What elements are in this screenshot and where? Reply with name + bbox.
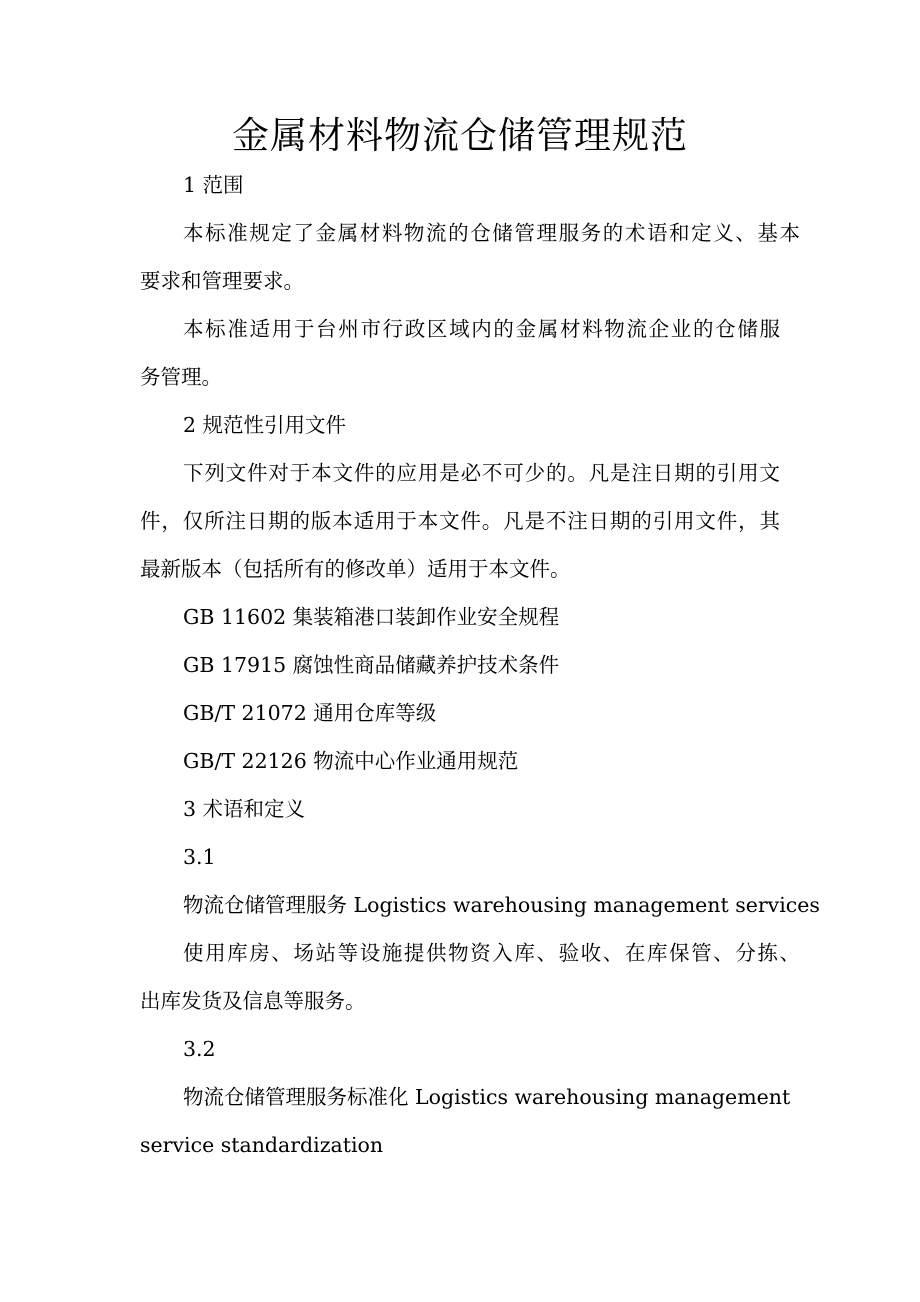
- paragraph-line: 最新版本（包括所有的修改单）适用于本文件。: [140, 557, 571, 581]
- paragraph-line: 本标准规定了金属材料物流的仓储管理服务的术语和定义、基本: [183, 221, 800, 245]
- term-number: 3.2: [183, 1037, 216, 1061]
- term-title: 物流仓储管理服务标准化 Logistics warehousing management: [183, 1085, 791, 1109]
- paragraph-line: 务管理。: [140, 365, 222, 389]
- term-number: 3.1: [183, 845, 216, 869]
- term-title-continuation: service standardization: [140, 1133, 384, 1157]
- paragraph-line: 下列文件对于本文件的应用是必不可少的。凡是注日期的引用文: [183, 461, 780, 485]
- reference-item: GB/T 21072 通用仓库等级: [183, 701, 437, 725]
- section-heading-references: 2 规范性引用文件: [183, 413, 347, 437]
- paragraph-line: 要求和管理要求。: [140, 269, 304, 293]
- paragraph-line: 使用库房、场站等设施提供物资入库、验收、在库保管、分拣、: [183, 941, 800, 965]
- section-heading-terms: 3 术语和定义: [183, 797, 306, 821]
- term-title: 物流仓储管理服务 Logistics warehousing management services: [183, 893, 820, 917]
- document-title: 金属材料物流仓储管理规范: [232, 114, 688, 157]
- reference-item: GB 17915 腐蚀性商品储藏养护技术条件: [183, 653, 560, 677]
- reference-item: GB/T 22126 物流中心作业通用规范: [183, 749, 519, 773]
- paragraph-line: 件，仅所注日期的版本适用于本文件。凡是不注日期的引用文件，其: [140, 509, 780, 533]
- reference-item: GB 11602 集装箱港口装卸作业安全规程: [183, 605, 560, 629]
- section-heading-scope: 1 范围: [183, 173, 244, 197]
- paragraph-line: 本标准适用于台州市行政区域内的金属材料物流企业的仓储服: [183, 317, 780, 341]
- paragraph-line: 出库发货及信息等服务。: [140, 989, 366, 1013]
